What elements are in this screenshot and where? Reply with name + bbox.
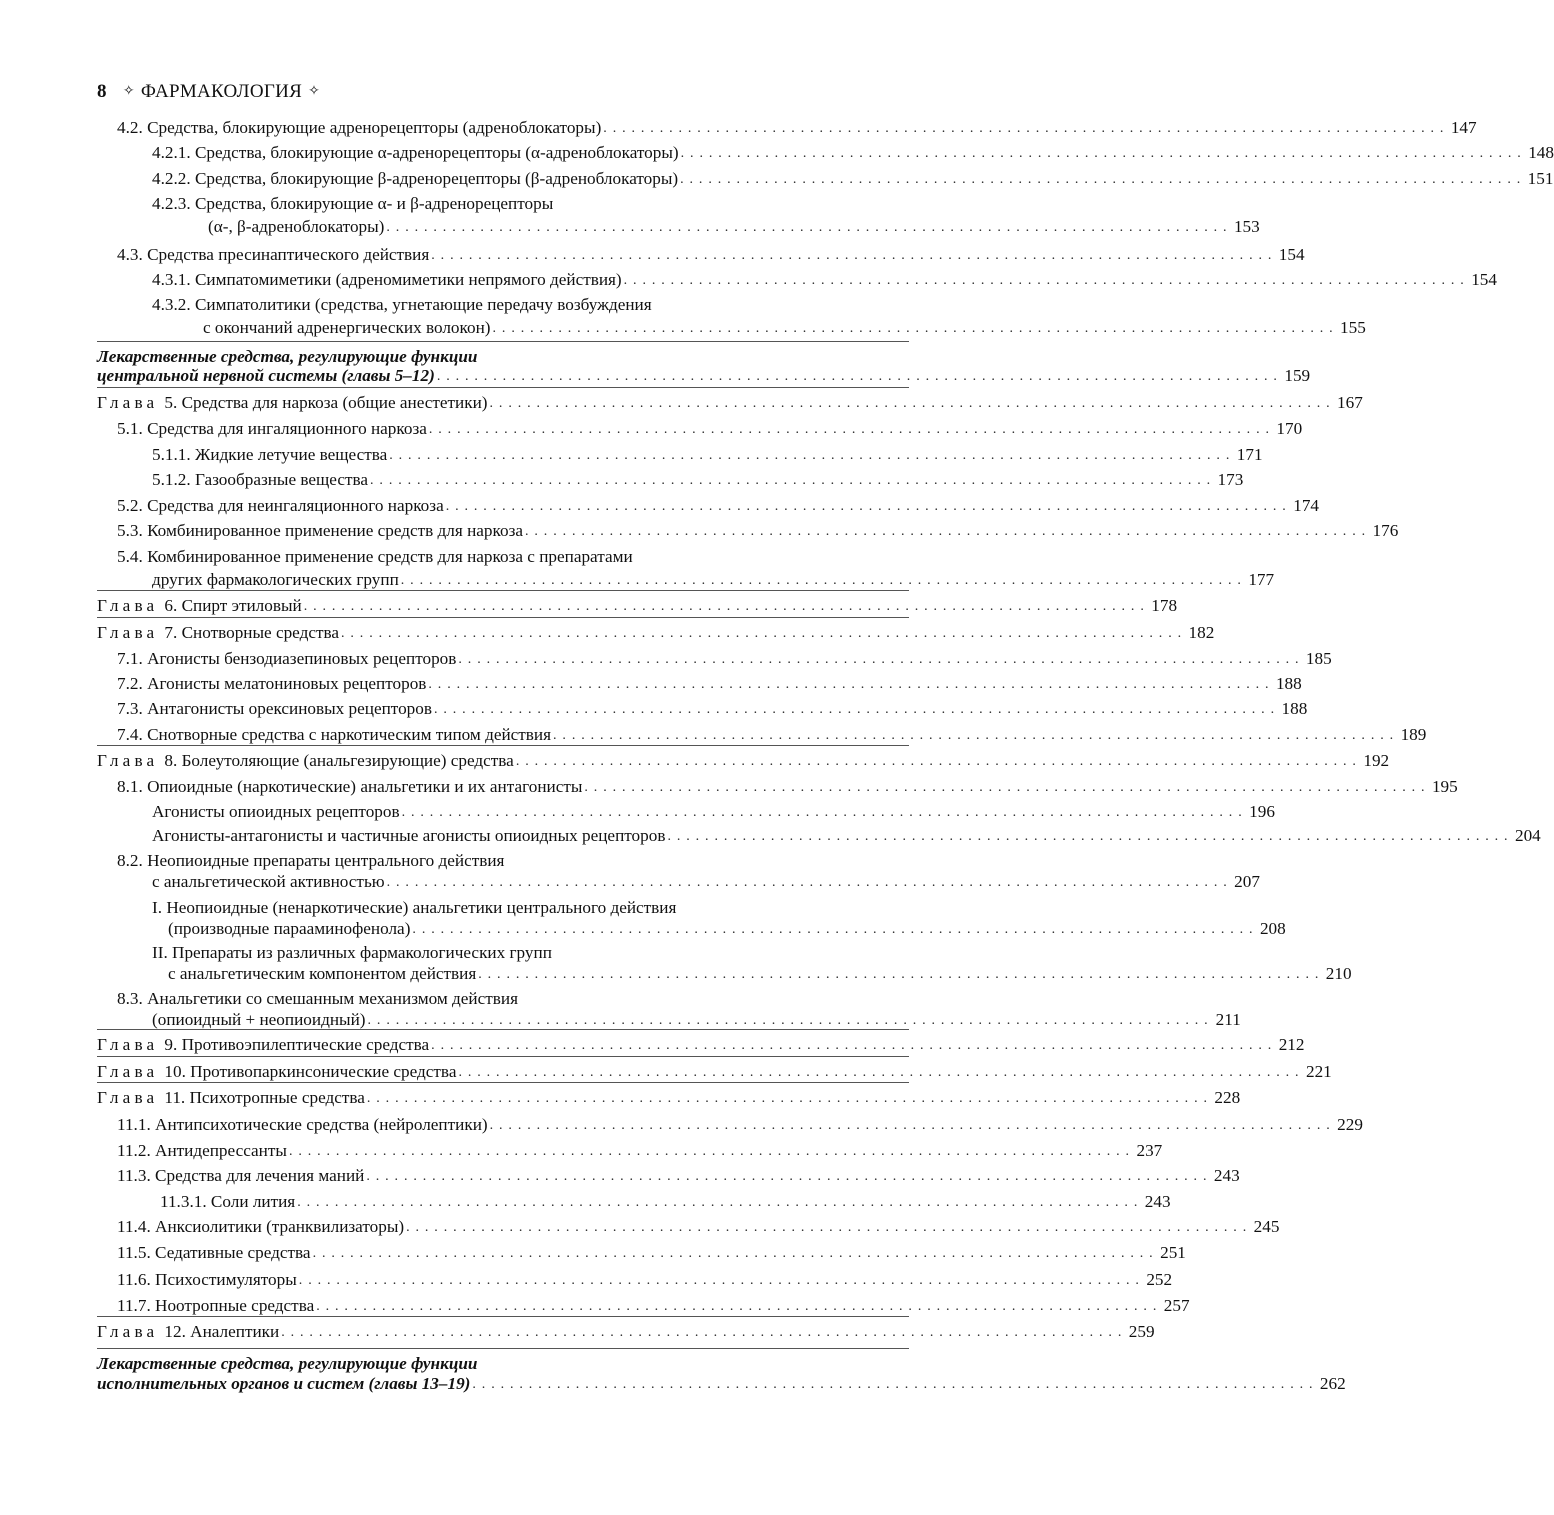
toc-entry-title <box>117 674 426 694</box>
toc-entry[interactable] <box>208 213 1260 237</box>
toc-entry-title <box>168 919 410 939</box>
toc-entry-title <box>117 1243 311 1263</box>
toc-entry-title <box>152 169 678 189</box>
toc-entry-title <box>160 1192 295 1212</box>
section-divider <box>97 1316 909 1317</box>
dot-leader: . . . . . . . . . . . . . . . . . . . . . . . . . . . . . . . . . . . . . . . . . . . . . . . . . . . . . . . . . . . . . . . . . . . . . . . . . . . . . . . . . . . . . . . . . . <box>553 728 1395 743</box>
chapter-label: Глава <box>97 1035 159 1054</box>
dot-leader: . . . . . . . . . . . . . . . . . . . . . . . . . . . . . . . . . . . . . . . . . . . . . . . . . . . . . . . . . . . . . . . . . . . . . . . . . . . . . . . . . . . . . . . . . . <box>312 1246 1154 1261</box>
toc-entry-title <box>168 964 476 984</box>
toc-page-number: 207 <box>1234 872 1260 891</box>
toc-entry-title <box>117 777 582 797</box>
toc-entry[interactable] <box>117 721 1427 745</box>
toc-entry[interactable] <box>152 822 1541 846</box>
toc-entry-text: 7. Снотворные средства <box>164 623 339 642</box>
toc-entry[interactable] <box>117 114 1477 138</box>
toc-entry-title <box>152 470 368 490</box>
toc-entry-text: 8.1. Опиоидные (наркотические) анальгетики и их антагонисты <box>117 777 583 796</box>
toc-entry[interactable] <box>117 1292 1190 1316</box>
toc-page-number: 173 <box>1217 470 1244 489</box>
toc-part-heading[interactable] <box>97 1370 1346 1394</box>
toc-page-number: 212 <box>1278 1035 1305 1054</box>
dot-leader: . . . . . . . . . . . . . . . . . . . . . . . . . . . . . . . . . . . . . . . . . . . . . . . . . . . . . . . . . . . . . . . . . . . . . . . . . . . . . . . . . . . . . . . . . . <box>436 369 1279 384</box>
toc-page-number: 228 <box>1214 1088 1241 1107</box>
toc-entry[interactable] <box>117 1213 1280 1237</box>
toc-entry-title <box>117 1270 297 1290</box>
toc-page-number: 153 <box>1233 217 1260 236</box>
toc-entry-text: 7.2. Агонисты мелатониновых рецепторов <box>117 674 427 693</box>
toc-chapter-entry[interactable] <box>97 619 1215 643</box>
toc-page-number: 185 <box>1305 649 1332 668</box>
toc-entry-text: 11.4. Анксиолитики (транквилизаторы) <box>117 1217 405 1236</box>
toc-chapter-entry[interactable] <box>97 1084 1241 1108</box>
toc-entry[interactable] <box>168 960 1352 984</box>
toc-page-number: 237 <box>1136 1141 1163 1160</box>
toc-entry[interactable] <box>117 1111 1363 1135</box>
toc-entry-title <box>152 270 622 290</box>
toc-entry-text: Лекарственные средства, регулирующие функции <box>97 1354 478 1373</box>
toc-page-number: 147 <box>1450 118 1477 137</box>
dot-leader: . . . . . . . . . . . . . . . . . . . . . . . . . . . . . . . . . . . . . . . . . . . . . . . . . . . . . . . . . . . . . . . . . . . . . . . . . . . . . . . . . . . . . . . . . . <box>431 248 1273 263</box>
toc-entry-title <box>117 1296 314 1316</box>
dot-leader: . . . . . . . . . . . . . . . . . . . . . . . . . . . . . . . . . . . . . . . . . . . . . . . . . . . . . . . . . . . . . . . . . . . . . . . . . . . . . . . . . . . . . . . . . . <box>667 829 1509 844</box>
dot-leader: . . . . . . . . . . . . . . . . . . . . . . . . . . . . . . . . . . . . . . . . . . . . . . . . . . . . . . . . . . . . . . . . . . . . . . . . . . . . . . . . . . . . . . . . . . <box>401 805 1243 820</box>
dot-leader: . . . . . . . . . . . . . . . . . . . . . . . . . . . . . . . . . . . . . . . . . . . . . . . . . . . . . . . . . . . . . . . . . . . . . . . . . . . . . . . . . . . . . . . . . . <box>458 1065 1300 1080</box>
toc-entry-text: 11. Психотропные средства <box>164 1088 365 1107</box>
toc-entry-text: 12. Аналептики <box>164 1322 280 1341</box>
dot-leader: . . . . . . . . . . . . . . . . . . . . . . . . . . . . . . . . . . . . . . . . . . . . . . . . . . . . . . . . . . . . . . . . . . . . . . . . . . . . . . . . . . . . . . . . . . <box>492 321 1334 336</box>
toc-entry-text: 11.5. Седативные средства <box>117 1243 311 1262</box>
dot-leader: . . . . . . . . . . . . . . . . . . . . . . . . . . . . . . . . . . . . . . . . . . . . . . . . . . . . . . . . . . . . . . . . . . . . . . . . . . . . . . . . . . . . . . . . . . <box>525 524 1367 539</box>
toc-page-number: 208 <box>1259 919 1286 938</box>
section-divider <box>97 1029 909 1030</box>
section-divider <box>97 590 909 591</box>
toc-entry-title <box>117 725 551 745</box>
toc-page-number: 188 <box>1275 674 1302 693</box>
toc-page-number: 159 <box>1284 366 1311 385</box>
toc-entry-text: I. Неопиоидные (ненаркотические) анальгетики центрального действия <box>152 898 677 917</box>
toc-entry-text: (производные парааминофенола) <box>168 919 411 938</box>
toc-page-number: 252 <box>1146 1270 1173 1289</box>
toc-entry-text: (опиоидный + неопиоидный) <box>152 1010 366 1029</box>
toc-entry-text: 8.3. Анальгетики со смешанным механизмом действия <box>117 989 518 1008</box>
dot-leader: . . . . . . . . . . . . . . . . . . . . . . . . . . . . . . . . . . . . . . . . . . . . . . . . . . . . . . . . . . . . . . . . . . . . . . . . . . . . . . . . . . . . . . . . . . <box>412 922 1254 937</box>
toc-entry-title <box>97 1088 365 1108</box>
toc-entry-text: 7.1. Агонисты бензодиазепиновых рецепторов <box>117 649 457 668</box>
dot-leader: . . . . . . . . . . . . . . . . . . . . . . . . . . . . . . . . . . . . . . . . . . . . . . . . . . . . . . . . . . . . . . . . . . . . . . . . . . . . . . . . . . . . . . . . . . <box>431 1038 1273 1053</box>
toc-entry-text: 11.2. Антидепрессанты <box>117 1141 287 1160</box>
toc-page-number: 176 <box>1372 521 1399 540</box>
section-divider <box>97 745 909 746</box>
toc-entry[interactable] <box>160 1188 1171 1212</box>
toc-page-number: 177 <box>1248 570 1275 589</box>
toc-page-number: 251 <box>1160 1243 1186 1262</box>
toc-entry[interactable] <box>117 517 1399 541</box>
toc-page-number: 192 <box>1363 751 1390 770</box>
toc-entry-text: Агонисты опиоидных рецепторов <box>152 802 400 821</box>
toc-page-number: 151 <box>1527 169 1554 188</box>
toc-entry[interactable] <box>117 492 1320 516</box>
toc-entry-text: Агонисты-антагонисты и частичные агонисты опиоидных рецепторов <box>152 826 666 845</box>
toc-entry[interactable] <box>152 566 1275 590</box>
toc-page-number: 229 <box>1337 1115 1363 1134</box>
toc-entry-title <box>97 366 435 386</box>
toc-page-number: 188 <box>1281 699 1308 718</box>
toc-entry-text: 8. Болеутоляющие (анальгезирующие) средства <box>164 751 514 770</box>
chapter-label: Глава <box>97 751 159 770</box>
toc-entry-text: 4.3.2. Симпатолитики (средства, угнетающие передачу возбуждения <box>152 295 652 314</box>
toc-entry-title <box>208 217 384 237</box>
toc-entry-text: 7.3. Антагонисты орексиновых рецепторов <box>117 699 432 718</box>
toc-entry[interactable] <box>168 915 1286 939</box>
toc-entry-title <box>117 699 432 719</box>
section-divider <box>97 387 909 388</box>
toc-page-number: 259 <box>1128 1322 1155 1341</box>
dot-leader: . . . . . . . . . . . . . . . . . . . . . . . . . . . . . . . . . . . . . . . . . . . . . . . . . . . . . . . . . . . . . . . . . . . . . . . . . . . . . . . . . . . . . . . . . . <box>386 875 1228 890</box>
toc-entry-text: 5. Средства для наркоза (общие анестетики) <box>164 393 488 412</box>
chapter-label: Глава <box>97 393 159 412</box>
chapter-label: Глава <box>97 1322 159 1341</box>
toc-entry-title <box>152 445 387 465</box>
toc-entry-title <box>152 1010 366 1030</box>
toc-entry-title <box>152 802 400 822</box>
dot-leader: . . . . . . . . . . . . . . . . . . . . . . . . . . . . . . . . . . . . . . . . . . . . . . . . . . . . . . . . . . . . . . . . . . . . . . . . . . . . . . . . . . . . . . . . . . <box>433 702 1276 717</box>
toc-entry[interactable] <box>152 868 1260 892</box>
toc-entry-title <box>117 419 427 439</box>
toc-page-number: 211 <box>1215 1010 1241 1029</box>
toc-entry-text: 11.1. Антипсихотические средства (нейролептики) <box>117 1115 488 1134</box>
book-title: ФАРМАКОЛОГИЯ <box>140 81 303 102</box>
toc-entry-title <box>117 245 429 265</box>
dot-leader: . . . . . . . . . . . . . . . . . . . . . . . . . . . . . . . . . . . . . . . . . . . . . . . . . . . . . . . . . . . . . . . . . . . . . . . . . . . . . . . . . . . . . . . . . . <box>472 1377 1314 1392</box>
section-divider <box>97 341 909 342</box>
dot-leader: . . . . . . . . . . . . . . . . . . . . . . . . . . . . . . . . . . . . . . . . . . . . . . . . . . . . . . . . . . . . . . . . . . . . . . . . . . . . . . . . . . . . . . . . . . <box>584 780 1426 795</box>
toc-entry-title <box>117 521 523 541</box>
chapter-label: Глава <box>97 1062 159 1081</box>
chapter-label: Глава <box>97 623 159 642</box>
toc-entry-title <box>97 1035 429 1055</box>
toc-entry-text: 5.1. Средства для ингаляционного наркоза <box>117 419 427 438</box>
toc-entry[interactable] <box>117 1162 1240 1186</box>
toc-entry-text: Лекарственные средства, регулирующие функции <box>97 347 478 366</box>
diamond-ornament-icon: ✧ <box>122 84 135 99</box>
dot-leader: . . . . . . . . . . . . . . . . . . . . . . . . . . . . . . . . . . . . . . . . . . . . . . . . . . . . . . . . . . . . . . . . . . . . . . . . . . . . . . . . . . . . . . . . . . <box>406 1220 1248 1235</box>
toc-entry-text: 5.2. Средства для неингаляционного наркоза <box>117 496 444 515</box>
toc-entry-title <box>152 194 553 214</box>
toc-entry-text: 8.2. Неопиоидные препараты центрального действия <box>117 851 505 870</box>
toc-entry-text: 6. Спирт этиловый <box>164 596 302 615</box>
dot-leader: . . . . . . . . . . . . . . . . . . . . . . . . . . . . . . . . . . . . . . . . . . . . . . . . . . . . . . . . . . . . . . . . . . . . . . . . . . . . . . . . . . . . . . . . . . <box>623 273 1465 288</box>
diamond-ornament-icon: ✧ <box>308 84 321 99</box>
toc-entry-title <box>117 118 601 138</box>
toc-page-number: 245 <box>1253 1217 1280 1236</box>
toc-page-number: 154 <box>1278 245 1305 264</box>
toc-entry-title <box>203 318 491 338</box>
toc-entry[interactable] <box>152 466 1244 490</box>
toc-entry-text: 11.6. Психостимуляторы <box>117 1270 297 1289</box>
toc-entry[interactable] <box>117 241 1305 265</box>
toc-entry[interactable] <box>203 314 1366 338</box>
toc-entry-title <box>97 1322 279 1342</box>
toc-entry-text: II. Препараты из различных фармакологических групп <box>152 943 552 962</box>
toc-entry <box>152 291 652 315</box>
toc-entry-text: с анальгетической активностью <box>152 872 385 891</box>
toc-entry[interactable] <box>152 266 1497 290</box>
dot-leader: . . . . . . . . . . . . . . . . . . . . . . . . . . . . . . . . . . . . . . . . . . . . . . . . . . . . . . . . . . . . . . . . . . . . . . . . . . . . . . . . . . . . . . . . . . <box>445 499 1288 514</box>
dot-leader: . . . . . . . . . . . . . . . . . . . . . . . . . . . . . . . . . . . . . . . . . . . . . . . . . . . . . . . . . . . . . . . . . . . . . . . . . . . . . . . . . . . . . . . . . . <box>458 652 1300 667</box>
toc-page-number: 178 <box>1151 596 1178 615</box>
toc-page-number: 221 <box>1305 1062 1332 1081</box>
toc-entry-title <box>152 295 652 315</box>
toc-entry-text: 5.1.2. Газообразные вещества <box>152 470 369 489</box>
toc-entry[interactable] <box>152 798 1275 822</box>
chapter-label: Глава <box>97 1088 159 1107</box>
toc-entry-title <box>117 1217 404 1237</box>
dot-leader: . . . . . . . . . . . . . . . . . . . . . . . . . . . . . . . . . . . . . . . . . . . . . . . . . . . . . . . . . . . . . . . . . . . . . . . . . . . . . . . . . . . . . . . . . . <box>489 396 1331 411</box>
toc-page-number: 262 <box>1319 1374 1346 1393</box>
toc-chapter-entry[interactable] <box>97 747 1390 771</box>
toc-entry[interactable] <box>117 1266 1173 1290</box>
toc-entry <box>152 190 553 214</box>
dot-leader: . . . . . . . . . . . . . . . . . . . . . . . . . . . . . . . . . . . . . . . . . . . . . . . . . . . . . . . . . . . . . . . . . . . . . . . . . . . . . . . . . . . . . . . . . . <box>680 146 1522 161</box>
toc-chapter-entry[interactable] <box>97 389 1363 413</box>
dot-leader: . . . . . . . . . . . . . . . . . . . . . . . . . . . . . . . . . . . . . . . . . . . . . . . . . . . . . . . . . . . . . . . . . . . . . . . . . . . . . . . . . . . . . . . . . . <box>428 677 1270 692</box>
dot-leader: . . . . . . . . . . . . . . . . . . . . . . . . . . . . . . . . . . . . . . . . . . . . . . . . . . . . . . . . . . . . . . . . . . . . . . . . . . . . . . . . . . . . . . . . . . <box>386 220 1228 235</box>
dot-leader: . . . . . . . . . . . . . . . . . . . . . . . . . . . . . . . . . . . . . . . . . . . . . . . . . . . . . . . . . . . . . . . . . . . . . . . . . . . . . . . . . . . . . . . . . . <box>367 1013 1209 1028</box>
toc-entry-title <box>152 872 385 892</box>
toc-entry-text: 10. Противопаркинсонические средства <box>164 1062 457 1081</box>
toc-page-number: 155 <box>1340 318 1366 337</box>
toc-page-number: 174 <box>1293 496 1320 515</box>
toc-entry-text: с анальгетическим компонентом действия <box>168 964 477 983</box>
toc-entry-title <box>117 547 633 567</box>
toc-entry-text: 4.2.3. Средства, блокирующие α- и β-адренорецепторы <box>152 194 554 213</box>
toc-entry-title <box>97 596 302 616</box>
dot-leader: . . . . . . . . . . . . . . . . . . . . . . . . . . . . . . . . . . . . . . . . . . . . . . . . . . . . . . . . . . . . . . . . . . . . . . . . . . . . . . . . . . . . . . . . . . <box>478 967 1320 982</box>
toc-entry-title <box>117 1115 488 1135</box>
toc-entry[interactable] <box>117 670 1302 694</box>
toc-entry-text: исполнительных органов и систем (главы 13–19) <box>97 1374 471 1393</box>
section-divider <box>97 1082 909 1083</box>
toc-chapter-entry[interactable] <box>97 1031 1305 1055</box>
toc-entry[interactable] <box>152 165 1554 189</box>
toc-page-number: 204 <box>1514 826 1541 845</box>
toc-entry-text: 11.7. Ноотропные средства <box>117 1296 315 1315</box>
toc-page-number: 243 <box>1144 1192 1171 1211</box>
toc-entry-title <box>152 143 679 163</box>
toc-entry[interactable] <box>117 773 1458 797</box>
toc-entry-title <box>117 649 456 669</box>
dot-leader: . . . . . . . . . . . . . . . . . . . . . . . . . . . . . . . . . . . . . . . . . . . . . . . . . . . . . . . . . . . . . . . . . . . . . . . . . . . . . . . . . . . . . . . . . . <box>489 1118 1331 1133</box>
dot-leader: . . . . . . . . . . . . . . . . . . . . . . . . . . . . . . . . . . . . . . . . . . . . . . . . . . . . . . . . . . . . . . . . . . . . . . . . . . . . . . . . . . . . . . . . . . <box>389 448 1231 463</box>
toc-page-number: 243 <box>1213 1166 1240 1185</box>
toc-entry[interactable] <box>152 139 1554 163</box>
toc-entry-text: центральной нервной системы (главы 5–12) <box>97 366 435 385</box>
section-divider <box>97 1056 909 1057</box>
toc-entry-title <box>117 1141 287 1161</box>
toc-page-number: 182 <box>1188 623 1215 642</box>
toc-entry-text: 5.3. Комбинированное применение средств для наркоза <box>117 521 523 540</box>
toc-chapter-entry[interactable] <box>97 1318 1155 1342</box>
toc-page-number: 170 <box>1276 419 1303 438</box>
toc-entry-title <box>117 1166 364 1186</box>
toc-page-number: 195 <box>1431 777 1458 796</box>
toc-chapter-entry[interactable] <box>97 592 1178 616</box>
toc-entry-text: с окончаний адренергических волокон) <box>203 318 491 337</box>
toc-page-number: 257 <box>1163 1296 1190 1315</box>
toc-page-number: 171 <box>1236 445 1263 464</box>
toc-entry-title <box>152 570 399 590</box>
toc-page-number: 210 <box>1325 964 1352 983</box>
toc-entry-text: 4.2.1. Средства, блокирующие α-адренорецепторы (α-адреноблокаторы) <box>152 143 679 162</box>
toc-entry[interactable] <box>117 1239 1186 1263</box>
dot-leader: . . . . . . . . . . . . . . . . . . . . . . . . . . . . . . . . . . . . . . . . . . . . . . . . . . . . . . . . . . . . . . . . . . . . . . . . . . . . . . . . . . . . . . . . . . <box>281 1325 1123 1340</box>
dot-leader: . . . . . . . . . . . . . . . . . . . . . . . . . . . . . . . . . . . . . . . . . . . . . . . . . . . . . . . . . . . . . . . . . . . . . . . . . . . . . . . . . . . . . . . . . . <box>370 473 1212 488</box>
dot-leader: . . . . . . . . . . . . . . . . . . . . . . . . . . . . . . . . . . . . . . . . . . . . . . . . . . . . . . . . . . . . . . . . . . . . . . . . . . . . . . . . . . . . . . . . . . <box>428 422 1271 437</box>
toc-entry-title <box>97 623 339 643</box>
dot-leader: . . . . . . . . . . . . . . . . . . . . . . . . . . . . . . . . . . . . . . . . . . . . . . . . . . . . . . . . . . . . . . . . . . . . . . . . . . . . . . . . . . . . . . . . . . <box>366 1169 1208 1184</box>
dot-leader: . . . . . . . . . . . . . . . . . . . . . . . . . . . . . . . . . . . . . . . . . . . . . . . . . . . . . . . . . . . . . . . . . . . . . . . . . . . . . . . . . . . . . . . . . . <box>298 1273 1141 1288</box>
dot-leader: . . . . . . . . . . . . . . . . . . . . . . . . . . . . . . . . . . . . . . . . . . . . . . . . . . . . . . . . . . . . . . . . . . . . . . . . . . . . . . . . . . . . . . . . . . <box>288 1144 1131 1159</box>
toc-entry-text: 9. Противоэпилептические средства <box>164 1035 430 1054</box>
toc-entry-text: 4.3. Средства пресинаптического действия <box>117 245 430 264</box>
chapter-label: Глава <box>97 596 159 615</box>
dot-leader: . . . . . . . . . . . . . . . . . . . . . . . . . . . . . . . . . . . . . . . . . . . . . . . . . . . . . . . . . . . . . . . . . . . . . . . . . . . . . . . . . . . . . . . . . . <box>316 1299 1158 1314</box>
toc-entry-text: 5.1.1. Жидкие летучие вещества <box>152 445 388 464</box>
dot-leader: . . . . . . . . . . . . . . . . . . . . . . . . . . . . . . . . . . . . . . . . . . . . . . . . . . . . . . . . . . . . . . . . . . . . . . . . . . . . . . . . . . . . . . . . . . <box>680 172 1522 187</box>
toc-page-number: 196 <box>1249 802 1275 821</box>
toc-entry-text: 5.4. Комбинированное применение средств для наркоза с препаратами <box>117 547 633 566</box>
toc-chapter-entry[interactable] <box>97 1058 1332 1082</box>
toc-entry-title <box>97 393 488 413</box>
toc-entry[interactable] <box>117 645 1332 669</box>
toc-page-number: 167 <box>1337 393 1363 412</box>
dot-leader: . . . . . . . . . . . . . . . . . . . . . . . . . . . . . . . . . . . . . . . . . . . . . . . . . . . . . . . . . . . . . . . . . . . . . . . . . . . . . . . . . . . . . . . . . . <box>303 599 1146 614</box>
toc-part-heading[interactable] <box>97 362 1311 386</box>
toc-entry-text: 4.3.1. Симпатомиметики (адреномиметики непрямого действия) <box>152 270 622 289</box>
toc-entry-title <box>97 1062 456 1082</box>
toc-entry-text: 7.4. Снотворные средства с наркотическим типом действия <box>117 725 552 744</box>
page-number: 8 <box>97 81 107 102</box>
dot-leader: . . . . . . . . . . . . . . . . . . . . . . . . . . . . . . . . . . . . . . . . . . . . . . . . . . . . . . . . . . . . . . . . . . . . . . . . . . . . . . . . . . . . . . . . . . <box>400 573 1243 588</box>
toc-entry-title <box>152 826 665 846</box>
toc-entry[interactable] <box>117 1137 1163 1161</box>
toc-entry-text: 4.2.2. Средства, блокирующие β-адренорецепторы (β-адреноблокаторы) <box>152 169 679 188</box>
toc-page-number: 189 <box>1400 725 1427 744</box>
toc-entry-title <box>97 751 514 771</box>
dot-leader: . . . . . . . . . . . . . . . . . . . . . . . . . . . . . . . . . . . . . . . . . . . . . . . . . . . . . . . . . . . . . . . . . . . . . . . . . . . . . . . . . . . . . . . . . . <box>297 1195 1139 1210</box>
toc-entry[interactable] <box>152 1006 1241 1030</box>
toc-entry-text: 11.3. Средства для лечения маний <box>117 1166 365 1185</box>
toc-page-number: 154 <box>1471 270 1497 289</box>
toc-entry-text: других фармакологических групп <box>152 570 399 589</box>
toc-entry-title <box>117 496 444 516</box>
toc-entry[interactable] <box>117 695 1308 719</box>
dot-leader: . . . . . . . . . . . . . . . . . . . . . . . . . . . . . . . . . . . . . . . . . . . . . . . . . . . . . . . . . . . . . . . . . . . . . . . . . . . . . . . . . . . . . . . . . . <box>603 121 1445 136</box>
toc-entry <box>117 543 633 567</box>
toc-entry-text: (α-, β-адреноблокаторы) <box>208 217 385 236</box>
toc-entry[interactable] <box>152 441 1263 465</box>
section-divider <box>97 1348 909 1349</box>
dot-leader: . . . . . . . . . . . . . . . . . . . . . . . . . . . . . . . . . . . . . . . . . . . . . . . . . . . . . . . . . . . . . . . . . . . . . . . . . . . . . . . . . . . . . . . . . . <box>515 754 1358 769</box>
toc-entry-text: 11.3.1. Соли лития <box>160 1192 296 1211</box>
toc-page-number: 148 <box>1528 143 1554 162</box>
toc-entry-text: 4.2. Средства, блокирующие адренорецепторы (адреноблокаторы) <box>117 118 602 137</box>
section-divider <box>97 617 909 618</box>
toc-entry[interactable] <box>117 415 1303 439</box>
toc-entry-title <box>97 1374 470 1394</box>
dot-leader: . . . . . . . . . . . . . . . . . . . . . . . . . . . . . . . . . . . . . . . . . . . . . . . . . . . . . . . . . . . . . . . . . . . . . . . . . . . . . . . . . . . . . . . . . . <box>366 1091 1209 1106</box>
dot-leader: . . . . . . . . . . . . . . . . . . . . . . . . . . . . . . . . . . . . . . . . . . . . . . . . . . . . . . . . . . . . . . . . . . . . . . . . . . . . . . . . . . . . . . . . . . <box>341 626 1183 641</box>
